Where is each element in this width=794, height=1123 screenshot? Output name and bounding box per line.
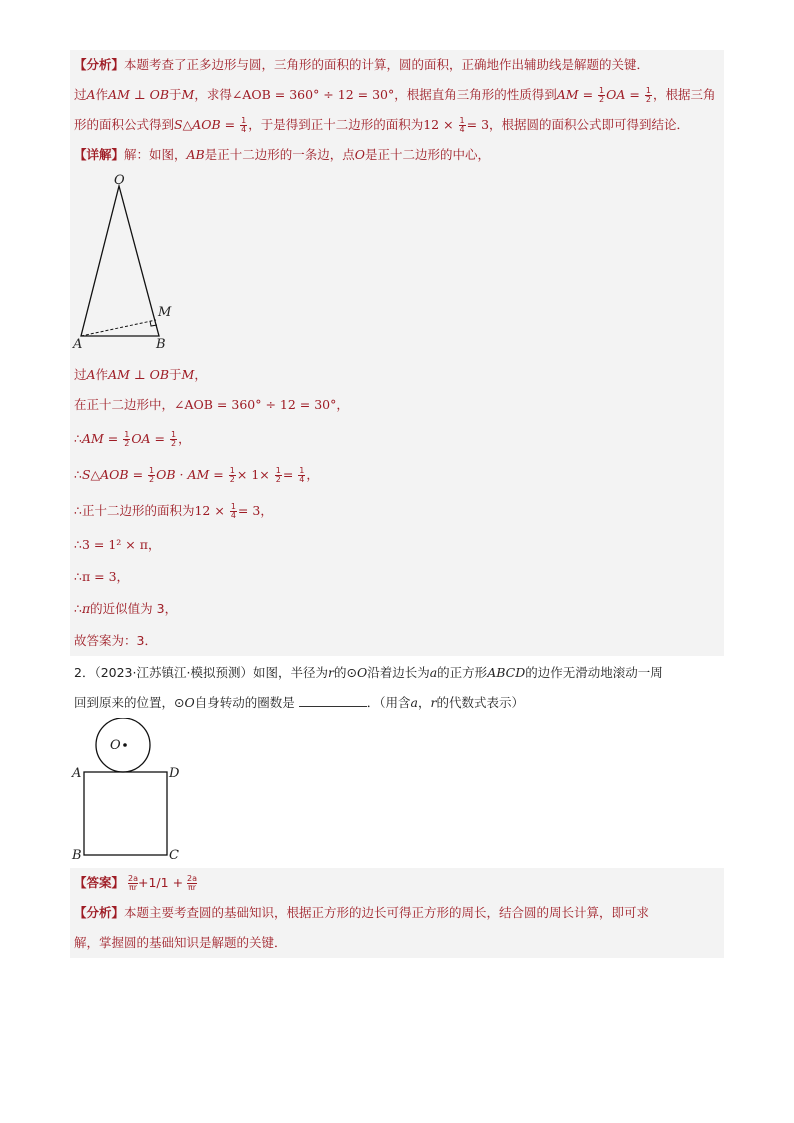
question-2 <box>70 656 724 868</box>
step-6: ∴3 = 1² × π， <box>74 537 161 552</box>
answer-line: 【答案】 $\frac{2a}{\pi r}$ +1/1 + $\frac{2a}{\pi r}$ <box>74 874 198 892</box>
step-5: ∴正十二边形的面积为12 × $\frac{1}{4}$ = 3， <box>74 502 273 520</box>
center-dot <box>123 743 127 747</box>
label-o: O <box>114 173 125 188</box>
analysis-tag: 【分析】 <box>74 57 125 72</box>
answer-blank[interactable] <box>299 694 367 707</box>
label-m: M <box>158 305 172 320</box>
triangle-aob <box>81 186 159 336</box>
square-circle-figure <box>70 718 724 868</box>
analysis2-line-1: 【分析】本题主要考查圆的基础知识，根据正方形的边长可得正方形的周长，结合圆的周长计算，即可求 <box>74 905 650 920</box>
step-2: 在正十二边形中，∠AOB = 360° ÷ 12 = 30°， <box>74 397 349 412</box>
step-8: ∴π的近似值为 3， <box>74 601 178 616</box>
step-3: ∴AM = $\frac{1}{2}$ OA = $\frac{1}{2}$ ， <box>74 430 191 448</box>
analysis2-line-2: 解，掌握圆的基础知识是解题的关键． <box>74 935 287 950</box>
answer-block-2 <box>70 868 724 958</box>
label-d2: D <box>169 766 180 781</box>
label-o2: O <box>110 738 121 753</box>
label-b: B <box>156 337 166 352</box>
triangle-figure <box>70 170 724 360</box>
question-line-1: 2．（2023·江苏镇江·模拟预测）如图，半径为r的⊙O沿着边长为a的正方形ABCD的边作无滑动地滚动一周 <box>74 665 663 680</box>
analysis-line-1: 【分析】本题考查了正多边形与圆，三角形的面积的计算，圆的面积，正确地作出辅助线是解题的关键． <box>74 57 650 72</box>
step-9: 故答案为：3． <box>74 633 157 648</box>
step-4: ∴S△AOB = $\frac{1}{2}$ OB · AM = $\frac{1}{2}$ × 1× $\frac{1}{2}$ = $\frac{1}{4}$ ， <box>74 466 319 484</box>
fraction: $\frac{1}{2}$ <box>599 86 605 104</box>
detail-line: 【详解】解：如图，AB是正十二边形的一条边，点O是正十二边形的中心， <box>74 147 491 162</box>
label-c2: C <box>169 848 179 863</box>
fraction: $\frac{1}{4}$ <box>459 116 465 134</box>
step-1: 过A作AM ⊥ OB于M， <box>74 367 207 382</box>
step-7: ∴π = 3， <box>74 569 130 584</box>
analysis-block-1 <box>70 50 724 656</box>
fraction: $\frac{1}{4}$ <box>241 116 247 134</box>
label-b2: B <box>72 848 82 863</box>
altitude-am <box>81 320 156 336</box>
analysis-line-3: 形的面积公式得到S△AOB = $\frac{1}{4}$ ，于是得到正十二边形的面积为12 × $\frac{1}{4}$ = 3，根据圆的面积公式即可得到结论． <box>74 116 690 134</box>
fraction: $\frac{1}{2}$ <box>645 86 651 104</box>
circle-o <box>96 718 150 772</box>
analysis-line-2: 过A作AM ⊥ OB于M，求得∠AOB = 360° ÷ 12 = 30°，根据直角三角形的性质得到AM = $\frac{1}{2}$ OA = $\frac{1}{2}$ ，根据三角 <box>74 86 716 104</box>
label-a: A <box>73 337 83 352</box>
square-abcd <box>84 772 167 855</box>
page-content <box>70 50 724 958</box>
label-a2: A <box>72 766 82 781</box>
question-line-2: 回到原来的位置，⊙O自身转动的圈数是 ．（用含a，r的代数式表示） <box>74 695 524 710</box>
